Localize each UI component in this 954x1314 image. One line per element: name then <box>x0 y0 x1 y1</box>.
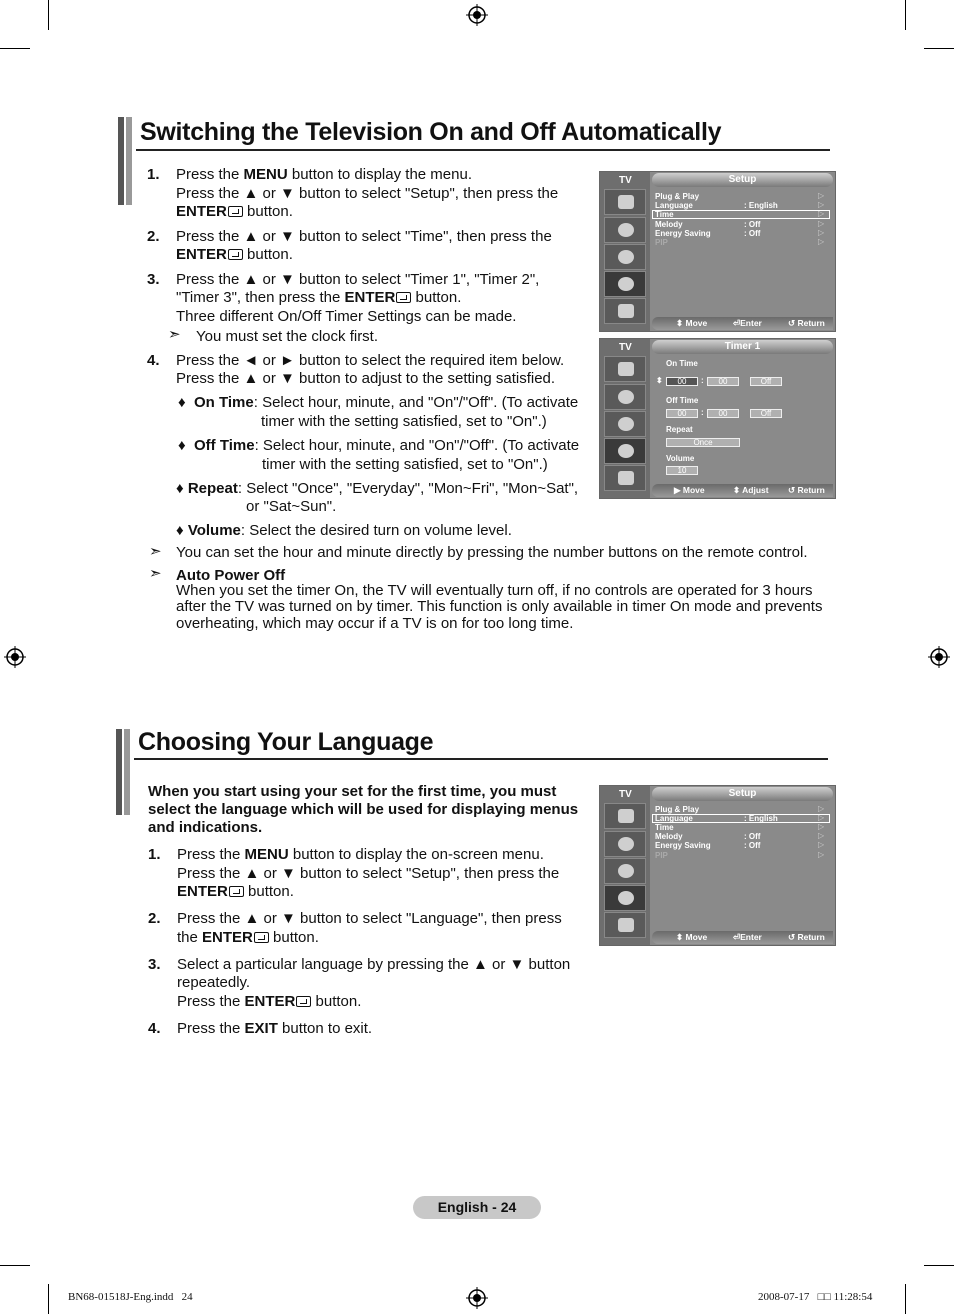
registration-mark-icon <box>928 646 950 668</box>
arrow-right-icon: ▷ <box>818 200 825 209</box>
page-number-badge: English - 24 <box>413 1196 541 1219</box>
bullet-item: timer with the setting satisfied, set to "On".) <box>262 456 548 473</box>
enter-icon <box>228 249 243 260</box>
menu-item: Melody <box>655 220 683 229</box>
bullet-item: ♦ Repeat: Select "Once", "Everyday", "Mon~Fri", "Mon~Sat", <box>176 480 579 497</box>
section-accent-bar <box>116 729 122 815</box>
tv-setup-menu-screen <box>599 171 836 332</box>
enter-icon <box>396 292 411 303</box>
footer-return: ↺ Return <box>788 932 825 942</box>
tv-setup-menu-screen <box>599 785 836 946</box>
section-title: Switching the Television On and Off Automatically <box>140 118 722 146</box>
note-text: You must set the clock first. <box>196 328 379 345</box>
intro-text: select the language which will be used for displaying menus <box>148 801 579 818</box>
note-text: overheating, which may occur if a TV is on for too long time. <box>176 615 574 632</box>
menu-item: Plug & Play <box>655 192 700 201</box>
menu-item: Time <box>655 210 674 219</box>
print-date-info: 2008-07-17 □□ 11:28:54 <box>758 1291 873 1303</box>
crop-mark <box>905 0 906 30</box>
repeat-label: Repeat <box>666 425 693 434</box>
section-accent-bar <box>124 729 130 815</box>
arrow-right-icon: ▷ <box>818 813 825 822</box>
bullet-item: timer with the setting satisfied, set to "On".) <box>261 413 547 430</box>
arrow-right-icon: ▷ <box>818 219 825 228</box>
section-title: Choosing Your Language <box>138 728 434 756</box>
footer-move: ⬍ Move <box>676 932 708 942</box>
step-text: Press the ◄ or ► button to select the required item below. <box>176 352 565 369</box>
arrow-right-icon: ▷ <box>818 840 825 849</box>
menu-value: : Off <box>744 229 761 238</box>
crop-mark <box>48 0 49 30</box>
step-text: Press the ▲ or ▼ button to adjust to the setting satisfied. <box>176 370 556 387</box>
channel-icon <box>604 244 646 270</box>
step-text: Press the EXIT button to exit. <box>177 1020 373 1037</box>
step-text: repeatedly. <box>177 974 251 991</box>
sound-icon <box>604 384 646 410</box>
step-number: 4. <box>148 1020 161 1037</box>
tv-label: TV <box>619 342 632 353</box>
step-text: ENTER button. <box>176 246 293 263</box>
input-icon <box>604 298 646 324</box>
bullet-item: or "Sat~Sun". <box>246 498 337 515</box>
step-text: Select a particular language by pressing the ▲ or ▼ button <box>177 956 571 973</box>
setup-gear-icon <box>604 885 646 911</box>
off-minute-field: 00 <box>707 409 739 418</box>
step-text: Press the ▲ or ▼ button to select "Language", then press <box>177 910 562 927</box>
volume-label: Volume <box>666 454 695 463</box>
arrow-right-icon: ▷ <box>818 831 825 840</box>
note-arrow-icon: ➣ <box>149 543 162 560</box>
step-text: the ENTER button. <box>177 929 319 946</box>
step-number: 3. <box>148 956 161 973</box>
menu-item: Language <box>655 814 693 823</box>
crop-mark <box>905 1284 906 1314</box>
menu-highlight <box>652 210 830 219</box>
channel-icon <box>604 411 646 437</box>
note-text: You can set the hour and minute directly by pressing the number buttons on the remote control. <box>176 544 808 561</box>
footer-adjust: ⬍ Adjust <box>733 485 769 495</box>
menu-value: : English <box>744 201 778 210</box>
colon: : <box>701 408 704 417</box>
bullet-item: ♦ Volume: Select the desired turn on volume level. <box>176 522 512 539</box>
step-text: Press the MENU button to display the menu. <box>176 166 472 183</box>
registration-mark-icon <box>466 1287 488 1309</box>
menu-item: Language <box>655 201 693 210</box>
step-number: 1. <box>147 166 160 183</box>
menu-item: PIP <box>655 851 668 860</box>
step-text: ENTER button. <box>176 203 293 220</box>
menu-item: Energy Saving <box>655 229 711 238</box>
step-number: 2. <box>148 910 161 927</box>
colon: : <box>701 376 704 385</box>
step-number: 1. <box>148 846 161 863</box>
on-state-field: Off <box>750 377 782 386</box>
footer-return: ↺ Return <box>788 485 825 495</box>
note-text: after the TV was turned on by timer. This function is only available in timer On mode and prevents <box>176 598 823 615</box>
print-file-info: BN68-01518J-Eng.indd 24 <box>68 1291 193 1303</box>
step-text: Press the ▲ or ▼ button to select "Timer 1", "Timer 2", <box>176 271 540 288</box>
footer-enter: ⏎Enter <box>733 932 762 942</box>
crop-mark <box>0 48 30 49</box>
section-rule <box>134 758 828 760</box>
enter-icon <box>228 206 243 217</box>
off-state-field: Off <box>750 409 782 418</box>
step-text: Press the ENTER button. <box>177 993 362 1010</box>
tv-label: TV <box>619 789 632 800</box>
intro-text: and indications. <box>148 819 263 836</box>
enter-icon <box>229 886 244 897</box>
menu-item: Melody <box>655 832 683 841</box>
menu-title: Setup <box>728 174 757 185</box>
bullet-item: ♦ Off Time: Select hour, minute, and "On"/"Off". (To activate <box>178 437 580 454</box>
input-icon <box>604 465 646 491</box>
step-number: 2. <box>147 228 160 245</box>
menu-item: Plug & Play <box>655 805 700 814</box>
footer-enter: ⏎Enter <box>733 318 762 328</box>
arrow-right-icon: ▷ <box>818 191 825 200</box>
menu-title: Setup <box>728 788 757 799</box>
menu-item: Time <box>655 823 674 832</box>
note-arrow-icon: ➣ <box>149 565 162 582</box>
bullet-item: ♦ On Time: Select hour, minute, and "On"/"Off". (To activate <box>178 394 579 411</box>
arrow-right-icon: ▷ <box>818 804 825 813</box>
updown-icon: ⬍ <box>656 376 663 385</box>
picture-icon <box>604 189 646 215</box>
section-accent-bar <box>126 117 132 205</box>
step-text: Press the ▲ or ▼ button to select "Setup", then press the <box>177 865 560 882</box>
off-hour-field: 00 <box>666 409 698 418</box>
step-text: "Timer 3", then press the ENTER button. <box>176 289 462 306</box>
tv-label: TV <box>619 175 632 186</box>
sound-icon <box>604 831 646 857</box>
registration-mark-icon <box>466 4 488 26</box>
intro-text: When you start using your set for the first time, you must <box>148 783 557 800</box>
step-text: ENTER button. <box>177 883 294 900</box>
step-text: Press the ▲ or ▼ button to select "Time", then press the <box>176 228 552 245</box>
footer-move: ▶ Move <box>674 485 705 495</box>
input-icon <box>604 912 646 938</box>
volume-field: 10 <box>666 466 698 475</box>
step-text: Press the MENU button to display the on-screen menu. <box>177 846 544 863</box>
on-hour-field: 00 <box>666 377 698 386</box>
menu-item: Energy Saving <box>655 841 711 850</box>
menu-title: Timer 1 <box>724 341 761 352</box>
arrow-right-icon: ▷ <box>818 209 825 218</box>
menu-value: : Off <box>744 832 761 841</box>
menu-value: : Off <box>744 841 761 850</box>
picture-icon <box>604 803 646 829</box>
footer-move: ⬍ Move <box>676 318 708 328</box>
crop-mark <box>924 48 954 49</box>
crop-mark <box>924 1265 954 1266</box>
step-text: Three different On/Off Timer Settings can be made. <box>176 308 517 325</box>
crop-mark <box>48 1284 49 1314</box>
step-text: Press the ▲ or ▼ button to select "Setup", then press the <box>176 185 559 202</box>
setup-gear-icon <box>604 271 646 297</box>
enter-icon <box>254 932 269 943</box>
on-minute-field: 00 <box>707 377 739 386</box>
note-arrow-icon: ➣ <box>168 326 181 343</box>
crop-mark <box>0 1265 30 1266</box>
arrow-right-icon: ▷ <box>818 237 825 246</box>
step-number: 3. <box>147 271 160 288</box>
section-accent-bar <box>118 117 124 205</box>
note-title: Auto Power Off <box>176 567 286 584</box>
section-rule <box>136 149 830 151</box>
menu-value: : Off <box>744 220 761 229</box>
picture-icon <box>604 356 646 382</box>
tv-timer-menu-screen <box>599 338 836 499</box>
enter-icon <box>296 996 311 1007</box>
arrow-right-icon: ▷ <box>818 822 825 831</box>
off-time-label: Off Time <box>666 396 699 405</box>
on-time-label: On Time <box>666 359 698 368</box>
menu-item: PIP <box>655 238 668 247</box>
step-number: 4. <box>147 352 160 369</box>
channel-icon <box>604 858 646 884</box>
sound-icon <box>604 217 646 243</box>
arrow-right-icon: ▷ <box>818 850 825 859</box>
setup-gear-icon <box>604 438 646 464</box>
arrow-right-icon: ▷ <box>818 228 825 237</box>
registration-mark-icon <box>4 646 26 668</box>
repeat-field: Once <box>666 438 740 447</box>
menu-value: : English <box>744 814 778 823</box>
footer-return: ↺ Return <box>788 318 825 328</box>
note-text: When you set the timer On, the TV will eventually turn off, if no controls are operated for 3 hours <box>176 582 813 599</box>
